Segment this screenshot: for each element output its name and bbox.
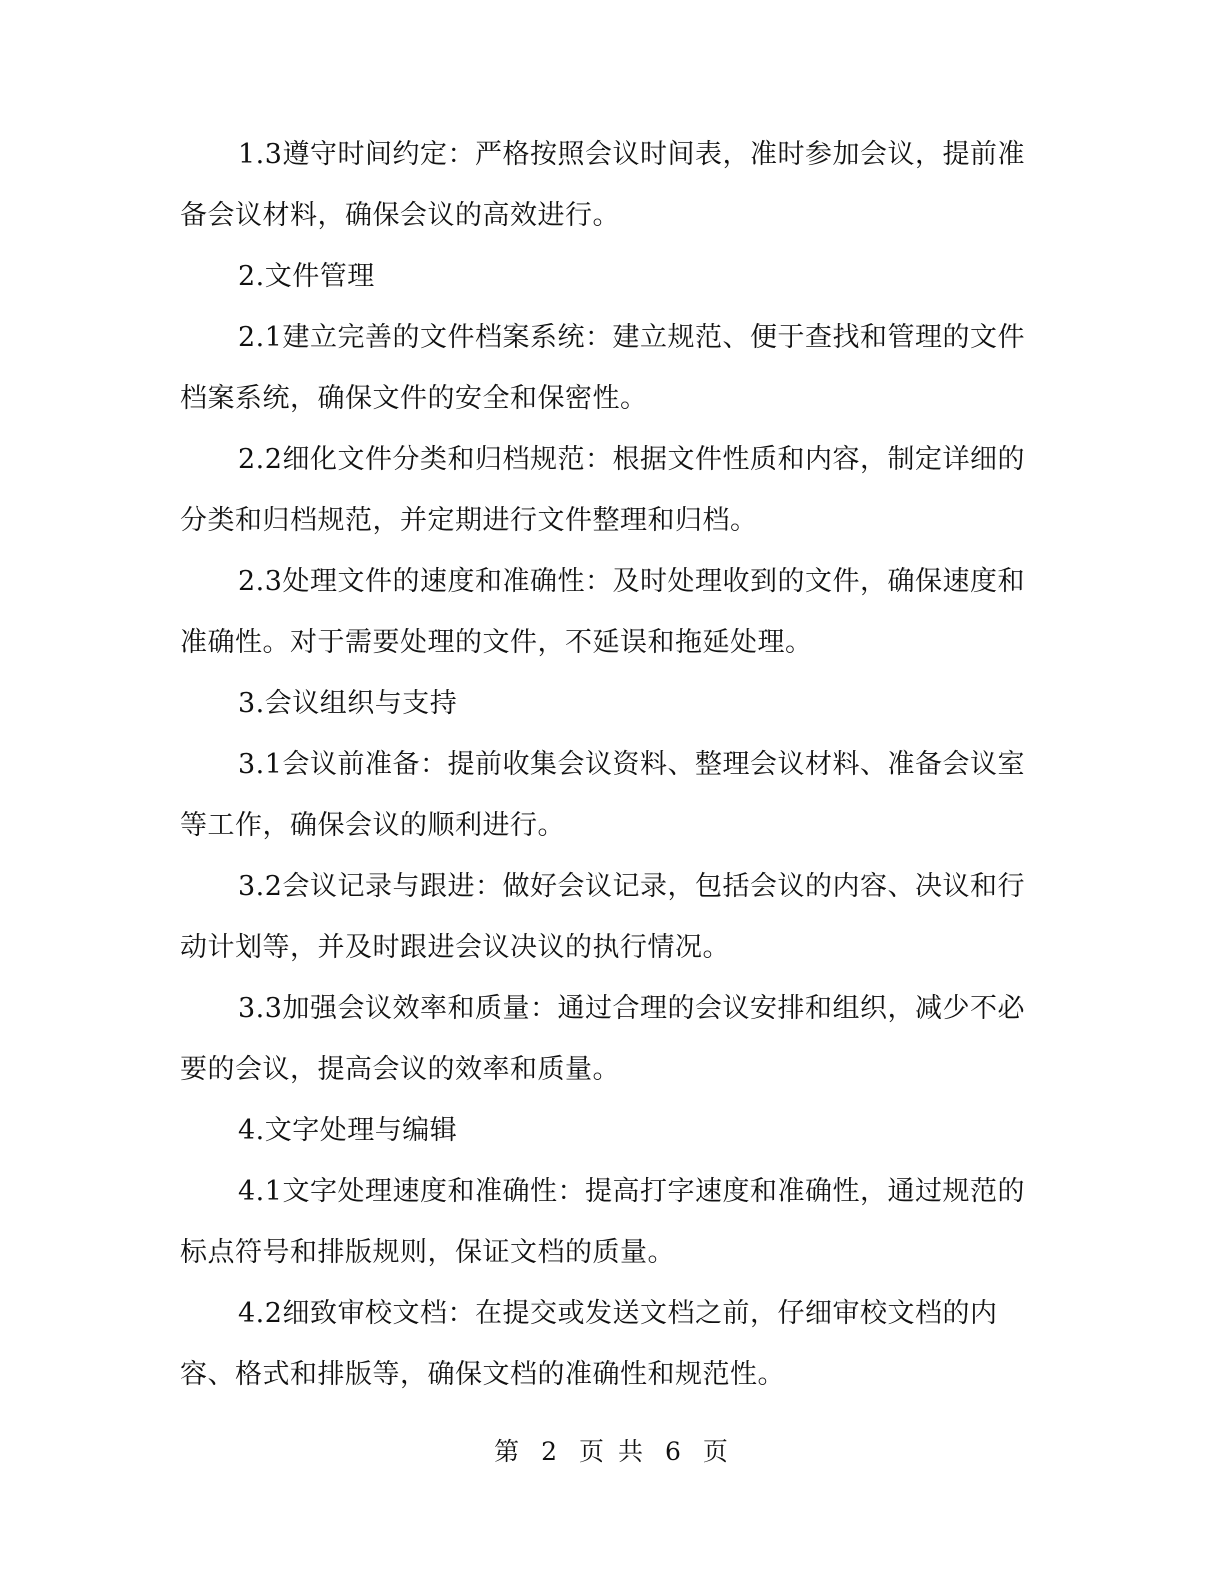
page-footer — [0, 1432, 1224, 1468]
current-page-number: 2 — [541, 1437, 559, 1466]
paragraph-4-2: 4.2细致审校文档：在提交或发送文档之前，仔细审校文档的内容、格式和排版等，确保文档的准确性和规范性。 — [180, 1298, 998, 1390]
total-prefix: 共 — [618, 1437, 646, 1466]
paragraph-1-3: 1.3遵守时间约定：严格按照会议时间表，准时参加会议，提前准备会议材料，确保会议的高效进行。 — [180, 139, 1025, 231]
paragraph-2-3: 2.3处理文件的速度和准确性：及时处理收到的文件，确保速度和准确性。对于需要处理的文件，不延误和拖延处理。 — [180, 566, 1025, 658]
paragraph-3-1: 3.1会议前准备：提前收集会议资料、整理会议材料、准备会议室等工作，确保会议的顺利进行。 — [180, 749, 1025, 841]
page-prefix: 第 — [494, 1437, 522, 1466]
paragraph-2-1: 2.1建立完善的文件档案系统：建立规范、便于查找和管理的文件档案系统，确保文件的安全和保密性。 — [180, 322, 1025, 414]
section-heading-2: 2.文件管理 — [238, 261, 375, 292]
page-word: 页 — [578, 1437, 606, 1466]
paragraph-4-1: 4.1文字处理速度和准确性：提高打字速度和准确性，通过规范的标点符号和排版规则，保证文档的质量。 — [180, 1176, 1025, 1268]
total-word: 页 — [702, 1437, 730, 1466]
paragraph-3-3: 3.3加强会议效率和质量：通过合理的会议安排和组织，减少不必要的会议，提高会议的效率和质量。 — [180, 993, 1025, 1085]
section-heading-3: 3.会议组织与支持 — [238, 688, 458, 719]
paragraph-2-2: 2.2细化文件分类和归档规范：根据文件性质和内容，制定详细的分类和归档规范，并定期进行文件整理和归档。 — [180, 444, 1025, 536]
total-page-count: 6 — [665, 1437, 683, 1466]
paragraph-3-2: 3.2会议记录与跟进：做好会议记录，包括会议的内容、决议和行动计划等，并及时跟进会议决议的执行情况。 — [180, 871, 1025, 963]
section-heading-4: 4.文字处理与编辑 — [238, 1115, 458, 1146]
document-body — [180, 124, 1030, 1405]
